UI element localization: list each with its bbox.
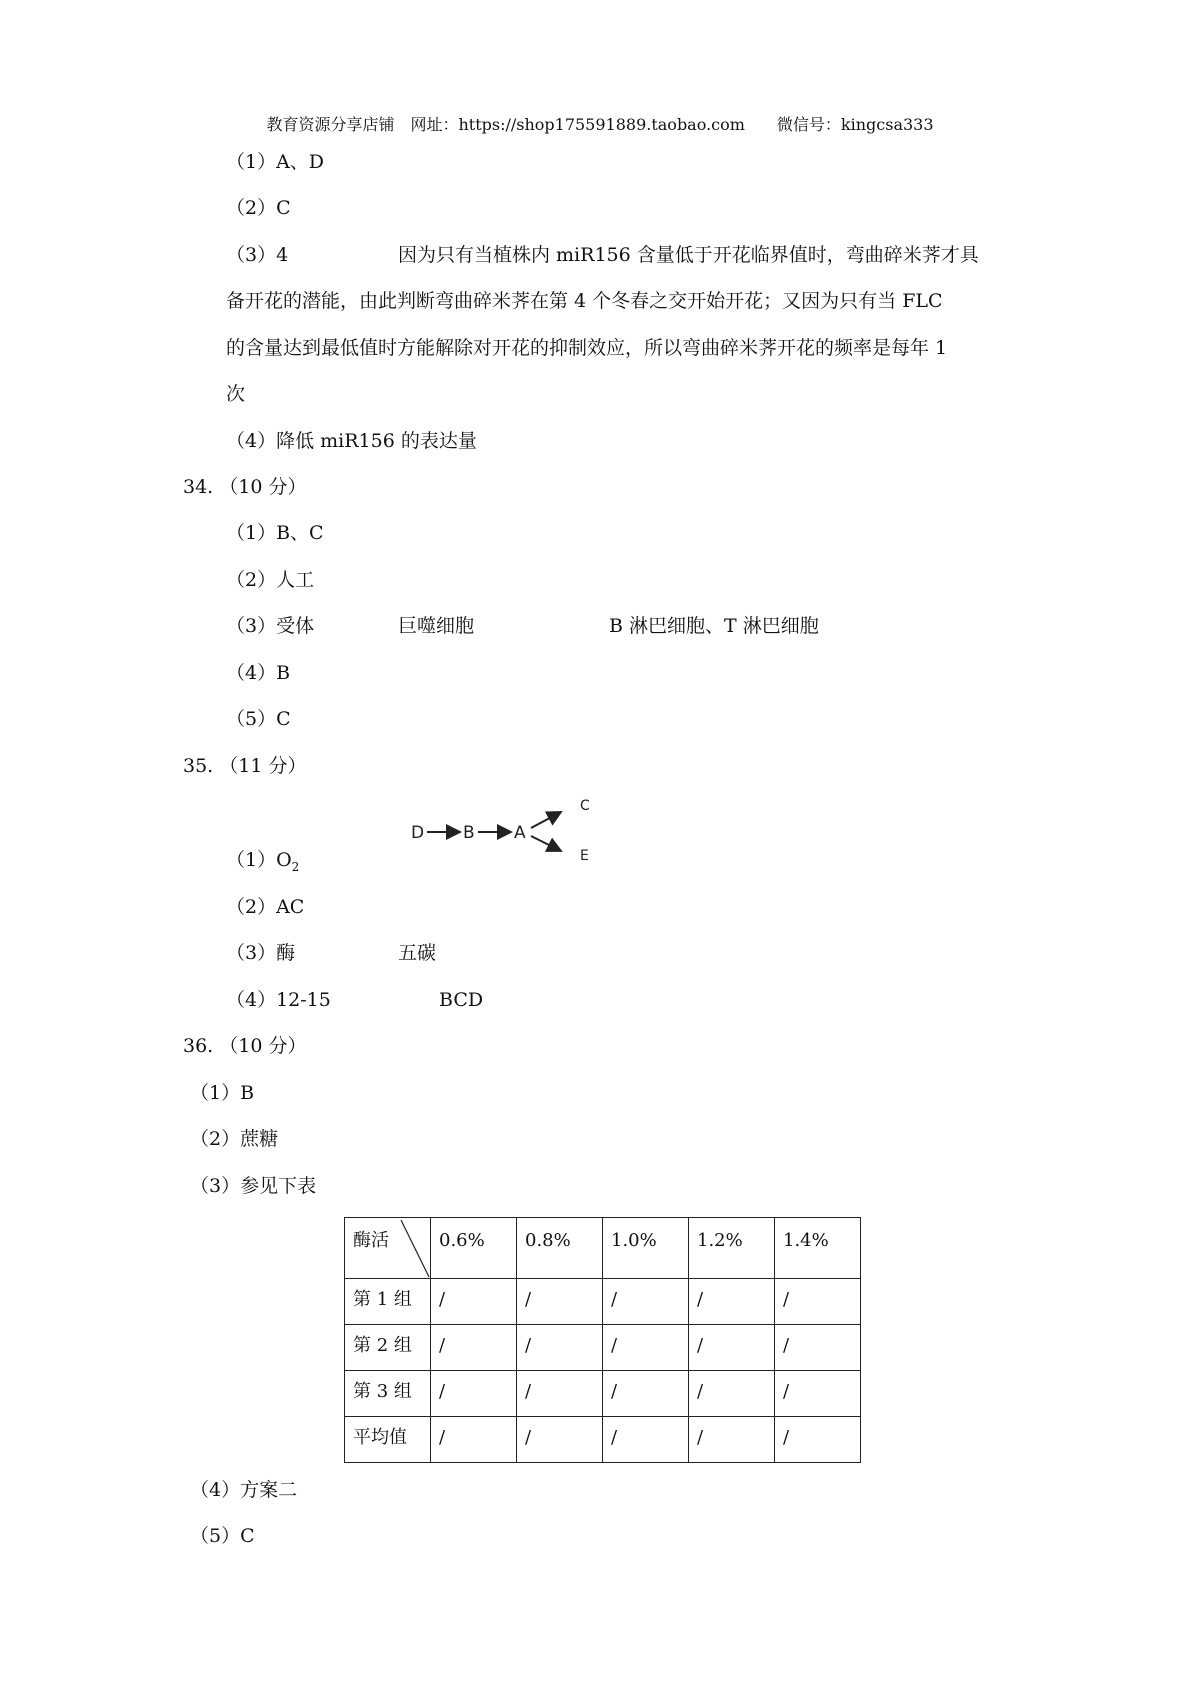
q33-answer-3-line-2: 备开花的潜能，由此判断弯曲碎米荠在第 4 个冬春之交开始开花；又因为只有当 FLC bbox=[226, 290, 943, 312]
table-cell: / bbox=[517, 1279, 603, 1325]
enzyme-activity-table bbox=[344, 1217, 861, 1463]
diagram-node-c: C bbox=[580, 798, 590, 814]
table-row bbox=[345, 1279, 861, 1325]
table-row bbox=[345, 1417, 861, 1463]
table-cell: / bbox=[431, 1371, 517, 1417]
table-row-label: 第 3 组 bbox=[345, 1371, 431, 1417]
table-cell: / bbox=[603, 1279, 689, 1325]
q36-answer-5: （5）C bbox=[190, 1525, 255, 1547]
q34-answer-3-b: 巨噬细胞 bbox=[398, 615, 475, 637]
table-cell: / bbox=[431, 1279, 517, 1325]
table-cell: / bbox=[775, 1279, 861, 1325]
q35-answer-2: （2）AC bbox=[226, 896, 305, 918]
q34-answer-1: （1）B、C bbox=[226, 522, 324, 544]
q36-title: 36. （10 分） bbox=[183, 1035, 307, 1057]
q33-answer-3-line-4: 次 bbox=[226, 383, 246, 405]
table-cell: / bbox=[689, 1279, 775, 1325]
table-cell: / bbox=[775, 1371, 861, 1417]
q33-answer-3-line-1: 因为只有当植株内 miR156 含量低于开花临界值时，弯曲碎米荠才具 bbox=[398, 244, 979, 266]
q35-answer-1-subscript: 2 bbox=[291, 859, 300, 874]
table-row bbox=[345, 1325, 861, 1371]
table-cell: / bbox=[603, 1417, 689, 1463]
table-cell: / bbox=[689, 1417, 775, 1463]
table-column-header: 0.8% bbox=[517, 1218, 603, 1279]
table-column-header: 1.0% bbox=[603, 1218, 689, 1279]
q35-answer-3-b: 五碳 bbox=[398, 942, 437, 964]
pathway-diagram bbox=[405, 792, 605, 864]
diagram-arrow-a-c bbox=[531, 812, 561, 828]
q35-answer-1 bbox=[226, 851, 299, 873]
table-cell: / bbox=[689, 1325, 775, 1371]
diagram-node-d: D bbox=[411, 823, 425, 843]
q34-answer-3-label: （3）受体 bbox=[226, 615, 315, 637]
table-column-header: 1.2% bbox=[689, 1218, 775, 1279]
q35-answer-4-b: BCD bbox=[439, 989, 484, 1011]
diagram-node-b: B bbox=[463, 823, 475, 843]
table-cell: / bbox=[603, 1325, 689, 1371]
q34-answer-5: （5）C bbox=[226, 708, 291, 730]
table-cell: / bbox=[431, 1325, 517, 1371]
table-row-label: 平均值 bbox=[345, 1417, 431, 1463]
q33-answer-3-line-3: 的含量达到最低值时方能解除对开花的抑制效应，所以弯曲碎米荠开花的频率是每年 1 bbox=[226, 337, 948, 359]
diagram-arrow-a-e bbox=[531, 836, 561, 851]
q36-answer-3: （3）参见下表 bbox=[190, 1175, 317, 1197]
q35-title: 35. （11 分） bbox=[183, 755, 307, 777]
q34-answer-3-c: B 淋巴细胞、T 淋巴细胞 bbox=[609, 615, 819, 637]
table-cell: / bbox=[689, 1371, 775, 1417]
table-cell: / bbox=[775, 1325, 861, 1371]
q35-answer-1-label: （1）O bbox=[226, 849, 292, 871]
q35-answer-4-label: （4）12-15 bbox=[226, 989, 331, 1011]
q33-answer-1: （1）A、D bbox=[226, 151, 325, 173]
table-row-label: 第 2 组 bbox=[345, 1325, 431, 1371]
q35-answer-3-label: （3）酶 bbox=[226, 942, 296, 964]
q36-answer-1: （1）B bbox=[190, 1082, 255, 1104]
q33-answer-2: （2）C bbox=[226, 197, 291, 219]
q33-answer-4: （4）降低 miR156 的表达量 bbox=[226, 430, 477, 452]
q34-title: 34. （10 分） bbox=[183, 476, 307, 498]
table-corner-label: 酶活 bbox=[353, 1230, 389, 1251]
q34-answer-2: （2）人工 bbox=[226, 569, 315, 591]
table-cell: / bbox=[517, 1371, 603, 1417]
diagram-node-a: A bbox=[514, 823, 526, 843]
table-cell: / bbox=[431, 1417, 517, 1463]
table-cell: / bbox=[517, 1325, 603, 1371]
diagram-node-e: E bbox=[580, 848, 589, 864]
table-column-header: 1.4% bbox=[775, 1218, 861, 1279]
q36-answer-4: （4）方案二 bbox=[190, 1479, 298, 1501]
table-header-row bbox=[345, 1218, 861, 1279]
table-cell: / bbox=[603, 1371, 689, 1417]
q36-answer-2: （2）蔗糖 bbox=[190, 1128, 279, 1150]
table-corner-cell bbox=[345, 1218, 431, 1279]
page-header: 教育资源分享店铺 网址：https://shop175591889.taobao.com 微信号：kingcsa333 bbox=[266, 115, 934, 134]
q33-answer-3-label: （3）4 bbox=[226, 244, 289, 266]
q34-answer-4: （4）B bbox=[226, 662, 291, 684]
table-cell: / bbox=[775, 1417, 861, 1463]
table-cell: / bbox=[517, 1417, 603, 1463]
table-column-header: 0.6% bbox=[431, 1218, 517, 1279]
table-row bbox=[345, 1371, 861, 1417]
table-row-label: 第 1 组 bbox=[345, 1279, 431, 1325]
